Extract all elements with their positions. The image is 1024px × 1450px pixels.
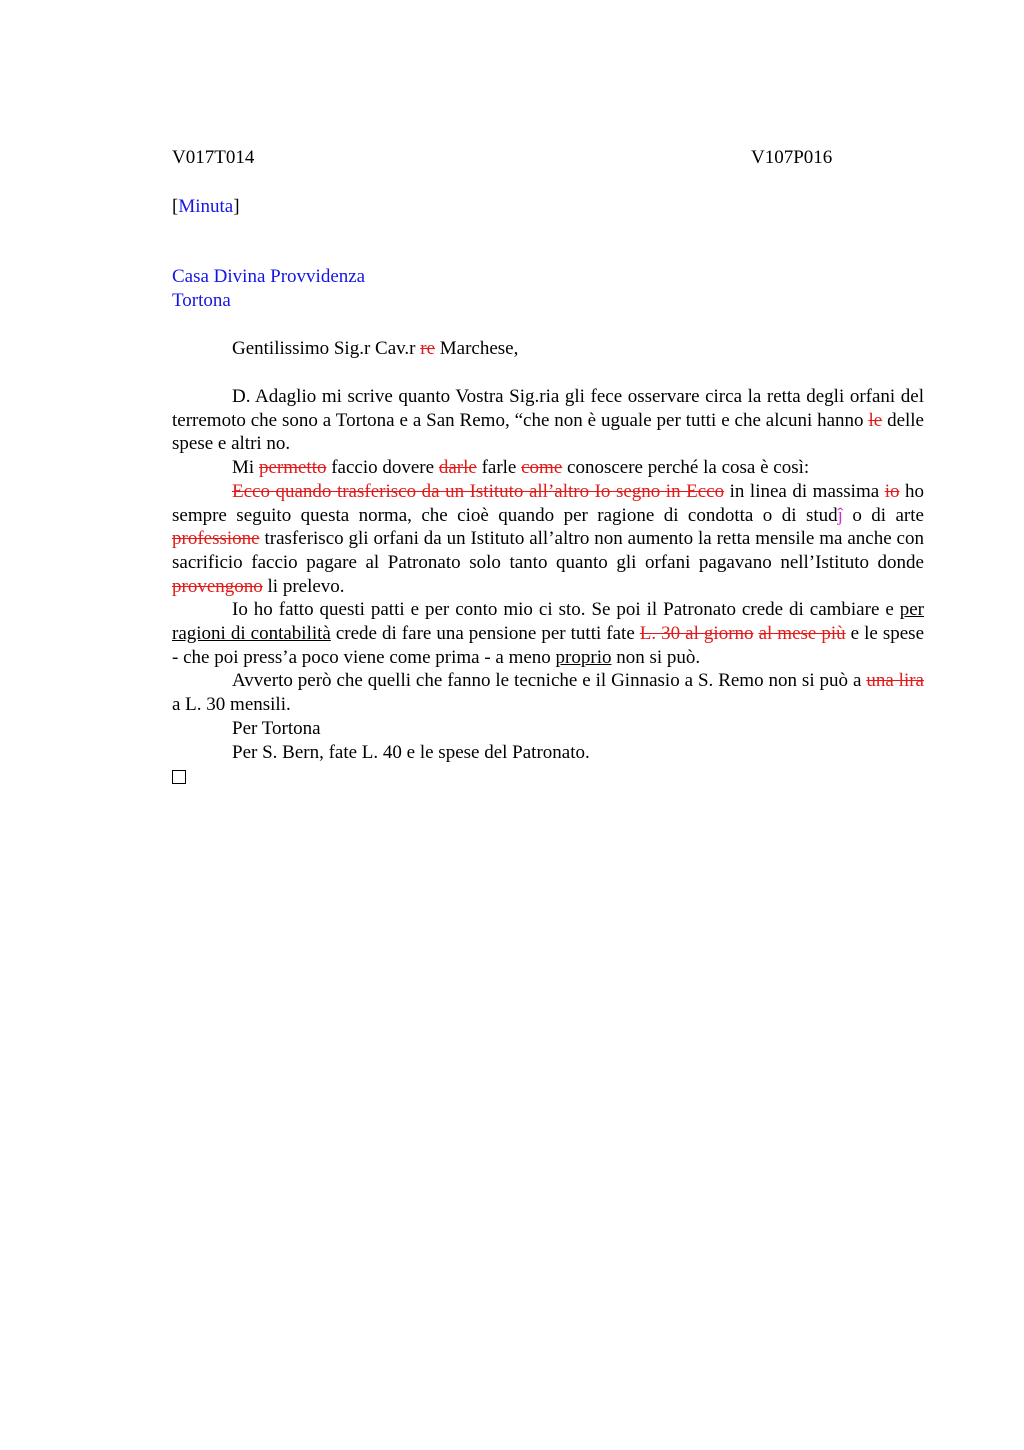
- deleted-text: come: [521, 457, 563, 479]
- document-codes: [172, 146, 924, 170]
- editorial-mark: ĵ: [837, 504, 843, 526]
- deleted-text: una lira: [866, 670, 924, 692]
- underlined-text: per ragioni di contabilità: [172, 599, 924, 645]
- deleted-text: le: [868, 409, 883, 431]
- deleted-text: provengono: [172, 575, 263, 597]
- letter-page: [172, 146, 924, 791]
- letter-body: [172, 385, 924, 791]
- end-box-icon: [172, 764, 924, 791]
- deleted-text: darle: [438, 457, 477, 479]
- archive-code-left: V017T014: [172, 147, 255, 168]
- deleted-text: io: [884, 480, 900, 502]
- paragraph: D. Adaglio mi scrive quanto Vostra Sig.ria gli fece osservare circa la retta degli orfani del terremoto che sono a Tortona e a San Remo, “che non è uguale per tutti e che alcuni hanno le delle spese e altri no.: [172, 386, 924, 455]
- archive-code-right: V107P016: [751, 147, 833, 168]
- paragraph: Io ho fatto questi patti e per conto mio ci sto. Se poi il Patronato crede di cambiare e per ragioni di contabilità crede di fare una pensione per tutti fate L. 30 al giorno al mese più e le spese - che poi press’a poco viene come prima - a meno proprio non si può.: [172, 599, 925, 668]
- salutation: Gentilissimo Sig.r Cav.r re Marchese,: [232, 338, 519, 359]
- paragraph: Avverto però che quelli che fanno le tecniche e il Ginnasio a S. Remo non si può a una lira a L. 30 mensili.: [172, 670, 924, 716]
- minuta-label: [Minuta]: [172, 196, 240, 217]
- deleted-text: professione: [172, 528, 260, 550]
- deleted-text: permetto: [258, 457, 327, 479]
- deleted-text: al mese più: [758, 623, 846, 645]
- address-line: Tortona: [172, 290, 231, 311]
- deleted-text: L. 30 al giorno: [639, 623, 754, 645]
- address-line: Casa Divina Provvidenza: [172, 266, 366, 287]
- underlined-text: proprio: [555, 646, 612, 668]
- deleted-text: Ecco quando trasferisco da un Istituto all’altro Io segno in Ecco: [232, 480, 725, 502]
- paragraph: Per S. Bern, fate L. 40 e le spese del Patronato.: [232, 741, 590, 763]
- paragraph: Per Tortona: [232, 717, 321, 739]
- minuta-text: Minuta: [178, 196, 234, 217]
- address-block: [172, 265, 924, 313]
- paragraph: Mi permetto faccio dovere darle farle come conoscere perché la cosa è così:: [232, 457, 810, 479]
- deleted-text: re: [420, 338, 436, 359]
- paragraph: Ecco quando trasferisco da un Istituto all’altro Io segno in Ecco in linea di massima io ho sempre seguito questa norma, che cioè quando per ragione di condotta o di studĵ o di arte professione trasferisco gli orfani da un Istituto all’altro non aumento la retta mensile ma anche con sacrificio faccio pagare al Patronato solo tanto quanto gli orfani pagavano nell’Istituto donde provengono li prelevo.: [172, 480, 925, 597]
